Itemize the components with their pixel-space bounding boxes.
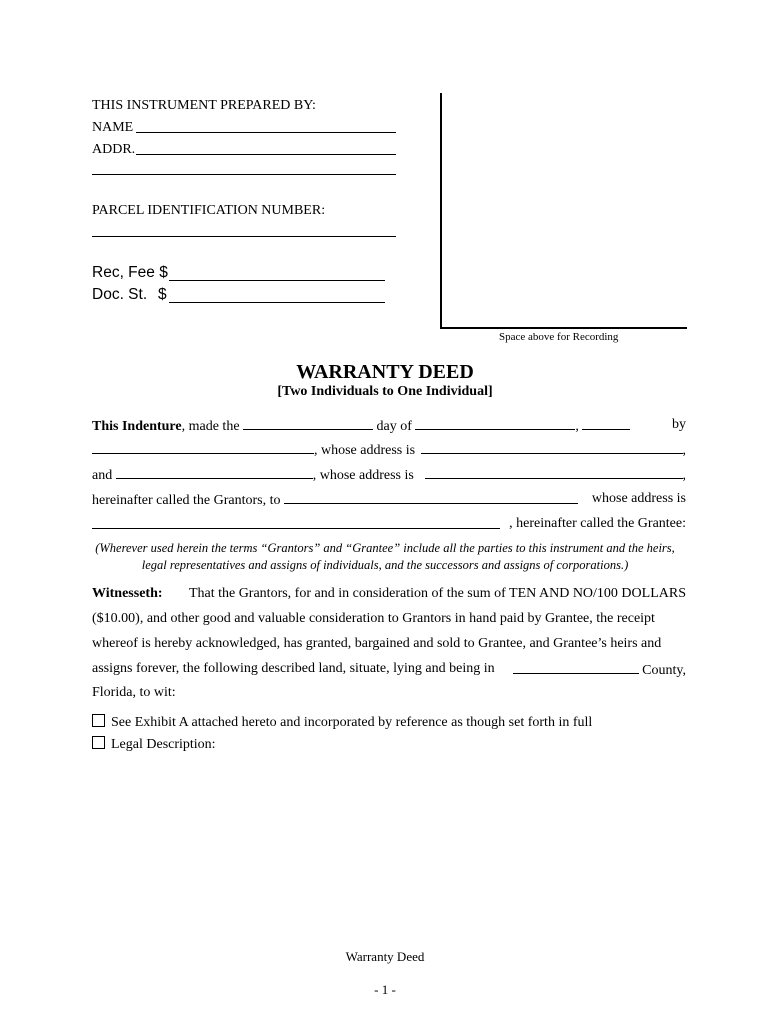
witnesseth-line-2 — [92, 611, 686, 627]
witnesseth-line-4 — [92, 661, 686, 679]
name-field[interactable] — [136, 132, 396, 133]
recording-space-label: Space above for Recording — [499, 331, 619, 343]
name-label: NAME — [92, 120, 134, 135]
county-field[interactable] — [513, 661, 639, 674]
rec-fee-field[interactable] — [169, 280, 385, 281]
indenture-line-1 — [92, 417, 686, 435]
by-text: by — [672, 417, 686, 432]
indenture-line-2: , whose address is , — [92, 441, 686, 459]
addr-field-line-2[interactable] — [92, 174, 396, 175]
prepared-by-label: THIS INSTRUMENT PREPARED BY: — [92, 98, 316, 113]
footer-doc-name: Warranty Deed — [345, 949, 425, 964]
whose-address-text-3: whose address is — [591, 491, 686, 506]
witnesseth-text-1: That the Grantors, for and in consideration of the sum of TEN AND NO/100 DOLLARS — [188, 586, 686, 601]
terms-note: (Wherever used herein the terms “Grantors” and “Grantee” include all the parties to this instrument and the heirs, legal representatives and assigns of individuals, and the successors and assigns of corporations.) — [95, 541, 675, 572]
made-the-text: , made the — [181, 419, 240, 434]
witnesseth-bold: Witnesseth: — [92, 586, 163, 601]
exhibit-a-label: See Exhibit A attached hereto and incorporated by reference as though set forth in full — [111, 715, 593, 730]
document-subtitle: [Two Individuals to One Individual] — [277, 384, 493, 399]
doc-st-label: Doc. St. — [92, 286, 148, 303]
day-of-field[interactable] — [415, 417, 575, 430]
option-exhibit-a[interactable] — [92, 714, 686, 731]
and-text: and — [92, 468, 113, 483]
recording-box-left-rule — [440, 93, 442, 329]
whose-address-text-1: , whose address is — [314, 443, 416, 458]
recording-box-bottom-rule — [440, 327, 687, 329]
grantee-name-field[interactable] — [284, 491, 578, 504]
indenture-line-5 — [92, 516, 686, 532]
grantor-2-address-field[interactable] — [425, 466, 683, 479]
rec-fee-label: Rec, Fee $ — [92, 264, 168, 281]
parcel-id-field[interactable] — [92, 236, 396, 237]
day-of-text: day of — [376, 419, 412, 434]
exhibit-a-checkbox[interactable] — [92, 714, 105, 727]
doc-st-dollar: $ — [158, 286, 167, 303]
witnesseth-text-4b: County, — [642, 663, 686, 678]
whose-address-text-2: , whose address is — [312, 468, 414, 483]
witnesseth-line-3 — [92, 636, 686, 652]
witnesseth-text-3: whereof is hereby acknowledged, has granted, bargained and sold to Grantee, and Grantee’s heirs and — [92, 636, 662, 651]
doc-st-field[interactable] — [169, 302, 385, 303]
legal-description-checkbox[interactable] — [92, 736, 105, 749]
made-the-field[interactable] — [243, 417, 373, 430]
grantor-1-name-field[interactable] — [92, 441, 314, 454]
option-legal-description[interactable] — [92, 736, 686, 753]
legal-description-label: Legal Description: — [111, 737, 216, 752]
page-number: - 1 - — [374, 982, 396, 997]
witnesseth-text-4a: assigns forever, the following described land, situate, lying and being in — [92, 661, 495, 676]
addr-field[interactable] — [136, 154, 396, 155]
grantor-2-name-field[interactable] — [116, 466, 313, 479]
comma-text: , — [575, 419, 579, 434]
parcel-id-label: PARCEL IDENTIFICATION NUMBER: — [92, 203, 326, 218]
witnesseth-line-1 — [92, 586, 686, 602]
hereinafter-grantee-text: , hereinafter called the Grantee: — [509, 516, 686, 531]
hereinafter-grantors-text: hereinafter called the Grantors, to — [92, 493, 281, 508]
witnesseth-line-5 — [92, 685, 686, 701]
indenture-line-4 — [92, 491, 686, 509]
addr-label: ADDR. — [92, 142, 136, 157]
document-title: WARRANTY DEED — [296, 361, 474, 383]
grantee-address-field[interactable] — [92, 516, 500, 529]
year-field[interactable] — [582, 417, 630, 430]
witnesseth-text-5: Florida, to wit: — [92, 685, 176, 700]
indenture-bold: This Indenture — [92, 419, 182, 434]
grantor-1-address-field[interactable] — [421, 441, 683, 454]
indenture-line-3: and , whose address is , — [92, 468, 686, 483]
witnesseth-text-2: ($10.00), and other good and valuable consideration to Grantors in hand paid by Grantee, the receipt — [92, 611, 655, 626]
